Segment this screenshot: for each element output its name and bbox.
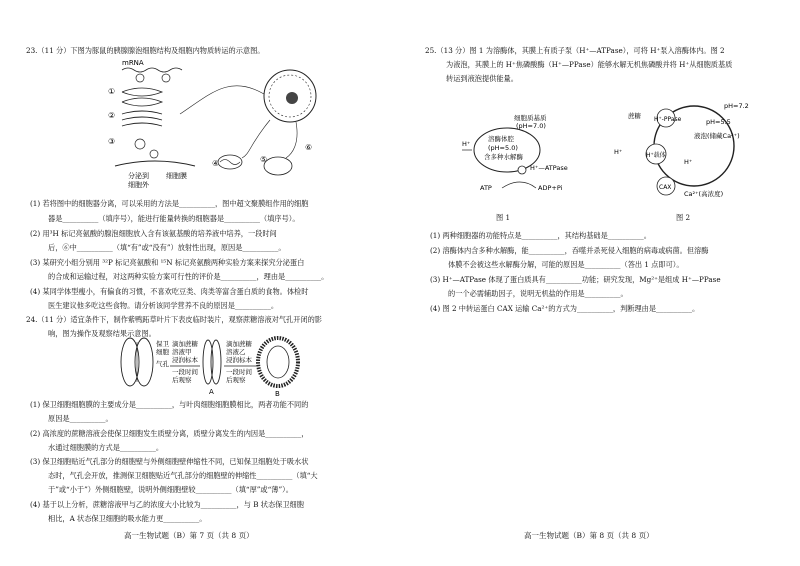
golgi-structure — [122, 111, 162, 114]
q24-line-8: (4) 基于以上分析，蔗糖溶液甲与乙的浓度大小比较为__________，与 B 状态保卫细胞 — [30, 500, 304, 509]
step-a-3: 浸润标本 — [172, 356, 198, 364]
figure-1-lysosome — [462, 108, 582, 198]
secretion-label-1: 分泌到 — [128, 172, 149, 180]
guard-cell-right — [135, 338, 153, 386]
q23-title: 23.（11 分）下图为豚鼠的胰腺腺泡细胞结构及细胞内物质转运的示意图。 — [26, 46, 265, 55]
q23-line-8: 医生建议他多吃这些食物。请分析该同学营养不良的原因是__________。 — [48, 301, 279, 310]
page-footer-right: 高一生物试题（B）第 8 页（共 8 页） — [524, 531, 654, 540]
guard-label-1: 保卫 — [156, 340, 169, 348]
atp-label: ATP — [480, 184, 492, 192]
label-4: ④ — [212, 159, 220, 168]
step-a-5: 后观察 — [172, 376, 192, 384]
q25-line-5: 的一个必需辅助因子，说明无机盐的作用是__________。 — [448, 289, 628, 298]
label-5: ⑤ — [260, 155, 268, 164]
q24-line-4: 水通过细胞膜的方式是__________。 — [48, 443, 164, 452]
right-page — [400, 0, 800, 566]
label-3: ③ — [108, 137, 116, 146]
q25-line-2: (2) 溶酶体内含多种水解酶，能__________，吞噬并杀死侵入细胞的病毒或病菌。但溶酶 — [430, 246, 709, 255]
q25-title-3: 转运到液泡提供能量。 — [446, 74, 518, 83]
cell-membrane-line — [115, 161, 195, 166]
guard-cell-left — [121, 338, 139, 386]
step-a-1: 滴加蔗糖 — [172, 340, 198, 348]
ribosome — [136, 74, 144, 82]
cax-label: CAX — [659, 184, 672, 191]
atpase-pump — [518, 166, 526, 174]
mrna-label: mRNA — [122, 59, 144, 67]
atpase-label: H⁺—ATPase — [530, 164, 568, 172]
step-b-3: 浸润标本 — [226, 356, 252, 364]
q24-stoma-figure — [108, 336, 308, 398]
transport-arrow — [180, 86, 264, 114]
label-2: ② — [108, 111, 116, 120]
q24-line-9: 相比，A 状态保卫细胞的吸水能力更__________。 — [48, 514, 207, 523]
stoma-label: 气孔 — [156, 360, 169, 368]
golgi-structure — [122, 117, 162, 120]
q23-line-6: 的合成和运输过程，对这两种实验方案可行性的评价是__________，理由是__________。 — [48, 272, 329, 281]
sucrose-label: 蔗糖 — [628, 112, 641, 120]
mitochondrion-cristae — [220, 160, 240, 165]
golgi-structure — [122, 123, 162, 126]
ph1-label: pH=7.2 — [724, 102, 749, 110]
q23-cell-figure — [100, 54, 325, 189]
q24-line-6: 态时，气孔会开放，推测保卫细胞贴近气孔部分的细胞壁的伸缩性__________（填“大 — [48, 471, 318, 480]
vesicle — [135, 139, 145, 149]
q24-line-5: (3) 保卫细胞贴近气孔部分的细胞壁与外侧细胞壁伸缩性不同，已知保卫细胞处于吸水状 — [30, 457, 309, 466]
q24-title-1: 24.（11 分）适宜条件下，制作紫鸭跖草叶片下表皮临时装片，观察蔗糖溶液对气孔开闭的影 — [26, 315, 322, 324]
q25-line-6: (4) 图 2 中转运蛋白 CAX 运输 Ca²⁺的方式为__________，判断理由是__________。 — [430, 304, 700, 313]
step-a-2: 溶液甲 — [172, 348, 192, 356]
ph2-label: pH=5.5 — [706, 118, 731, 126]
q25-title-1: 25.（13 分）图 1 为溶酶体，其膜上有质子泵（H⁺—ATPase），可将 H⁺泵入溶酶体内。图 2 — [425, 46, 725, 55]
step-b-5: 后观察 — [226, 376, 246, 384]
label-b: B — [275, 390, 280, 398]
figure-1-caption: 图 1 — [496, 213, 511, 222]
guard-cell-a — [203, 340, 213, 384]
hplus-label-2: H⁺ — [614, 148, 623, 156]
mrna-strand — [122, 68, 182, 72]
lyso-label-3: 含多种水解酶 — [484, 153, 523, 161]
q25-title-2: 为液泡，其膜上的 H⁺焦磷酸酶（H⁺—PPase）能够水解无机焦磷酸并将 H⁺从细胞质基质 — [446, 60, 733, 69]
page-footer-left: 高一生物试题（B）第 7 页（共 8 页） — [124, 531, 254, 540]
cytoplasm-label-1: 细胞质基质 — [514, 114, 547, 122]
q23-line-2: 器是__________（填序号），能进行能量转换的细胞器是__________（填序号）。 — [48, 214, 300, 223]
figure-2-caption: 图 2 — [676, 213, 691, 222]
step-a-4: 一段时间 — [172, 368, 198, 376]
open-stoma-b — [267, 346, 289, 378]
label-a: A — [209, 388, 214, 396]
hplus-label: H⁺ — [462, 140, 471, 148]
secretion-label-2: 细胞外 — [128, 181, 149, 189]
q24-line-2: 原因是__________。 — [48, 414, 113, 423]
step-b-1: 滴加蔗糖 — [226, 340, 252, 348]
q24-line-3: (2) 高浓度的蔗糖溶液会使保卫细胞发生质壁分离，质壁分离发生的内因是__________， — [30, 429, 309, 438]
step-b-4: 一段时间 — [226, 368, 252, 376]
label-1: ① — [108, 87, 116, 96]
er-structure — [122, 88, 162, 96]
q23-line-5: (3) 某研究小组分别用 ³²P 标记亮氨酸和 ¹⁵N 标记亮氨酸两种实验方案来探究分泌蛋白 — [30, 258, 305, 267]
q24-line-1: (1) 保卫细胞细胞膜的主要成分是__________，与叶肉细胞细胞膜相比，两者功能不同的 — [30, 400, 309, 409]
q25-line-4: (3) H⁺—ATPase 体现了蛋白质具有__________功能；研究发现，Mg²⁺是组成 H⁺—PPase — [430, 275, 721, 284]
lyso-label-2: (pH=5.0) — [488, 144, 518, 152]
nucleolus — [286, 92, 298, 104]
hplus-label-3: H⁺ — [684, 158, 693, 166]
lyso-label-1: 溶酶体腔 — [488, 135, 514, 143]
q25-line-3: 体膜不会被这些水解酶分解，可能的原因是__________（答出 1 点即可）。 — [448, 260, 684, 269]
q25-line-1: (1) 两种细胞器的功能特点是__________，其结构基础是__________。 — [430, 231, 651, 240]
transport-arrow — [286, 122, 297, 158]
q23-line-3: (2) 用³H 标记亮氨酸的腺泡细胞放入含有该氨基酸的培养液中培养，一段时间 — [30, 229, 277, 238]
guard-cell-a — [211, 340, 221, 384]
q24-line-7: 于”或“小于”）外侧细胞壁，说明外侧细胞壁较__________（填“厚”或“薄”）。 — [48, 485, 293, 494]
cytoplasm-label-2: (pH=7.0) — [516, 122, 546, 130]
vacuole-label: 液泡(储藏Ca²⁺) — [694, 132, 740, 140]
membrane-label: 细胞膜 — [166, 172, 187, 180]
er-structure — [122, 98, 162, 106]
atp-arrow — [502, 182, 536, 188]
q23-line-1: (1) 若将图中的细胞器分离，可以采用的方法是__________，图中超文聚膜组作用的细胞 — [30, 199, 309, 208]
adp-label: ADP+Pi — [538, 184, 563, 192]
figure-2-vacuole — [614, 98, 754, 210]
q23-line-4: 后，⑥中__________（填“有”或“没有”）放射性出现，原因是__________。 — [48, 243, 286, 252]
ppase-label: H⁺-PPase — [654, 116, 682, 123]
step-b-2: 溶液乙 — [226, 348, 246, 356]
label-6: ⑥ — [305, 143, 313, 152]
ribosome — [162, 74, 170, 82]
q24-title-2: 响，图为操作及观察结果示意图。 — [48, 329, 156, 338]
guard-label-2: 细胞 — [156, 348, 169, 356]
transport-arrow — [242, 120, 270, 158]
carrier-label: H⁺载体 — [646, 152, 666, 159]
vesicle — [150, 150, 158, 158]
calcium-label: Ca²⁺(高浓度) — [684, 190, 724, 198]
q23-line-7: (4) 某同学体型瘦小，有偏食的习惯，不喜欢吃豆类、肉类等富含蛋白质的食物。体检时 — [30, 287, 309, 296]
organelle-5 — [264, 157, 292, 175]
